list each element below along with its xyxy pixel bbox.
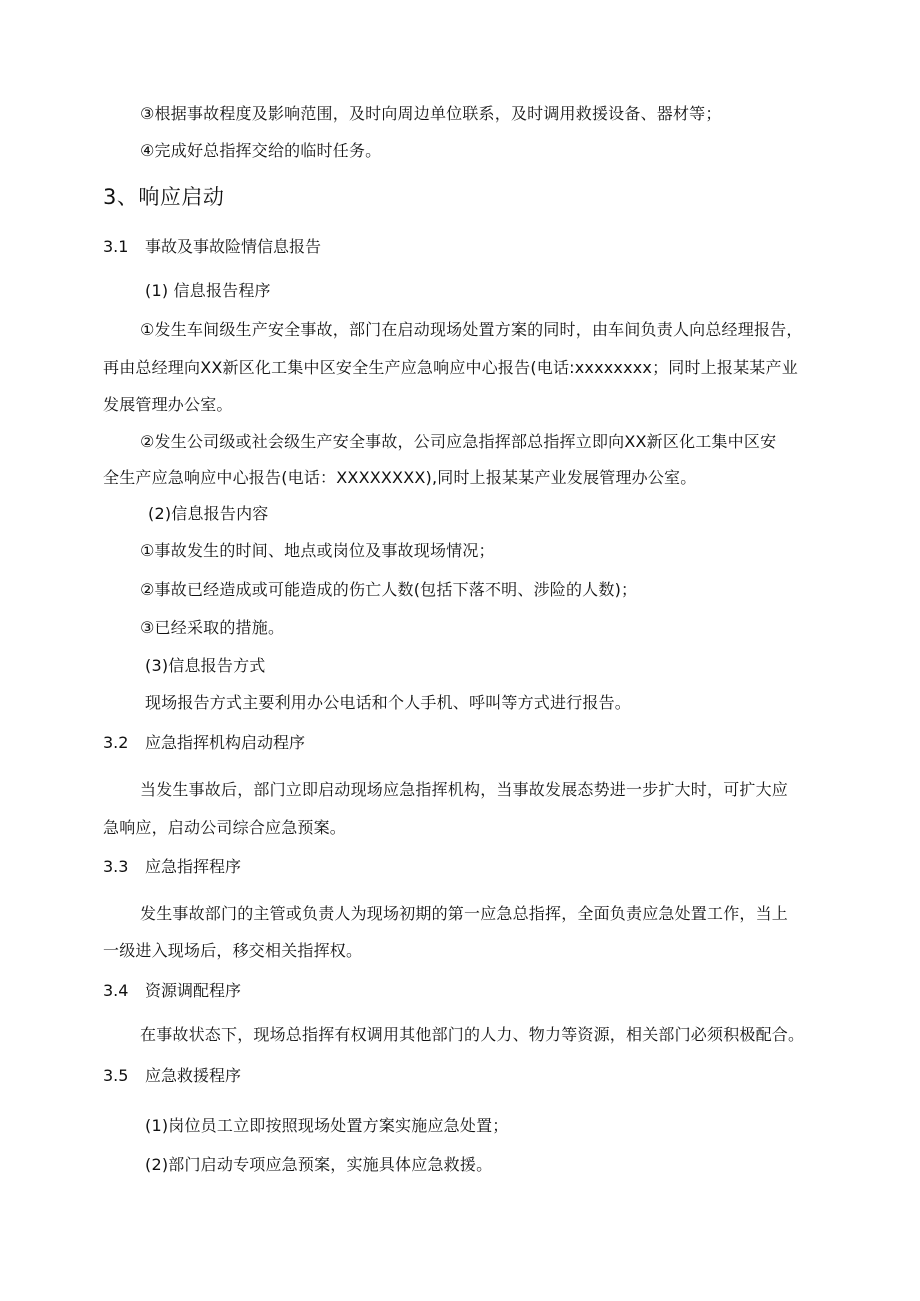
report-method-heading: (3)信息报告方式	[145, 656, 266, 675]
section-3-4-text: 在事故状态下，现场总指挥有权调用其他部门的人力、物力等资源，相关部门必须积极配合。	[140, 1025, 805, 1044]
report-content-item-2: ②事故已经造成或可能造成的伤亡人数(包括下落不明、涉险的人数)；	[140, 580, 638, 599]
report-procedure-item-2-line-2: 全生产应急响应中心报告(电话：XXXXXXXX),同时上报某某产业发展管理办公室。	[103, 468, 697, 487]
report-method-text: 现场报告方式主要利用办公电话和个人手机、呼叫等方式进行报告。	[145, 693, 632, 712]
section-title: 事故及事故险情信息报告	[145, 237, 322, 256]
section-3-2-heading	[103, 733, 305, 753]
section-3-5-item-2: (2)部门启动专项应急预案，实施具体应急救援。	[145, 1155, 493, 1174]
report-procedure-item-1-line-3: 发展管理办公室。	[103, 395, 233, 414]
section-title: 应急指挥程序	[145, 857, 242, 876]
section-3-1-heading	[103, 237, 321, 257]
section-3-5-item-1: (1)岗位员工立即按照现场处置方案实施应急处置；	[145, 1116, 509, 1135]
section-number: 3.3	[103, 857, 129, 876]
chapter-title: 3、响应启动	[103, 185, 225, 209]
section-number: 3.2	[103, 733, 129, 752]
section-3-2-text-line-2: 急响应，启动公司综合应急预案。	[103, 818, 347, 837]
report-procedure-heading: (1) 信息报告程序	[145, 281, 271, 300]
section-3-2-text-line-1: 当发生事故后，部门立即启动现场应急指挥机构，当事故发展态势进一步扩大时，可扩大应	[140, 780, 789, 799]
section-title: 应急救援程序	[145, 1066, 242, 1085]
section-3-3-text-line-1: 发生事故部门的主管或负责人为现场初期的第一应急总指挥，全面负责应急处置工作，当上	[140, 904, 789, 923]
section-number: 3.5	[103, 1066, 129, 1085]
report-content-item-1: ①事故发生的时间、地点或岗位及事故现场情况；	[140, 541, 495, 560]
section-3-5-heading	[103, 1066, 241, 1086]
section-number: 3.1	[103, 237, 129, 256]
section-title: 应急指挥机构启动程序	[145, 733, 306, 752]
section-3-3-heading	[103, 857, 241, 877]
report-procedure-item-2-line-1: ②发生公司级或社会级生产安全事故，公司应急指挥部总指挥立即向XX新区化工集中区安	[140, 432, 777, 451]
section-number: 3.4	[103, 981, 129, 1000]
report-procedure-item-1-line-1: ①发生车间级生产安全事故，部门在启动现场处置方案的同时，由车间负责人向总经理报告，	[140, 320, 803, 339]
section-title: 资源调配程序	[145, 981, 242, 1000]
intro-item-4: ④完成好总指挥交给的临时任务。	[140, 141, 382, 160]
intro-item-3: ③根据事故程度及影响范围，及时向周边单位联系，及时调用救援设备、器材等；	[140, 104, 722, 123]
report-procedure-item-1-line-2: 再由总经理向XX新区化工集中区安全生产应急响应中心报告(电话:xxxxxxxx；同时上报某某产业	[103, 358, 798, 377]
report-content-item-3: ③已经采取的措施。	[140, 618, 285, 637]
report-content-heading: (2)信息报告内容	[148, 504, 269, 523]
section-3-3-text-line-2: 一级进入现场后，移交相关指挥权。	[103, 941, 363, 960]
section-3-4-heading	[103, 981, 241, 1001]
